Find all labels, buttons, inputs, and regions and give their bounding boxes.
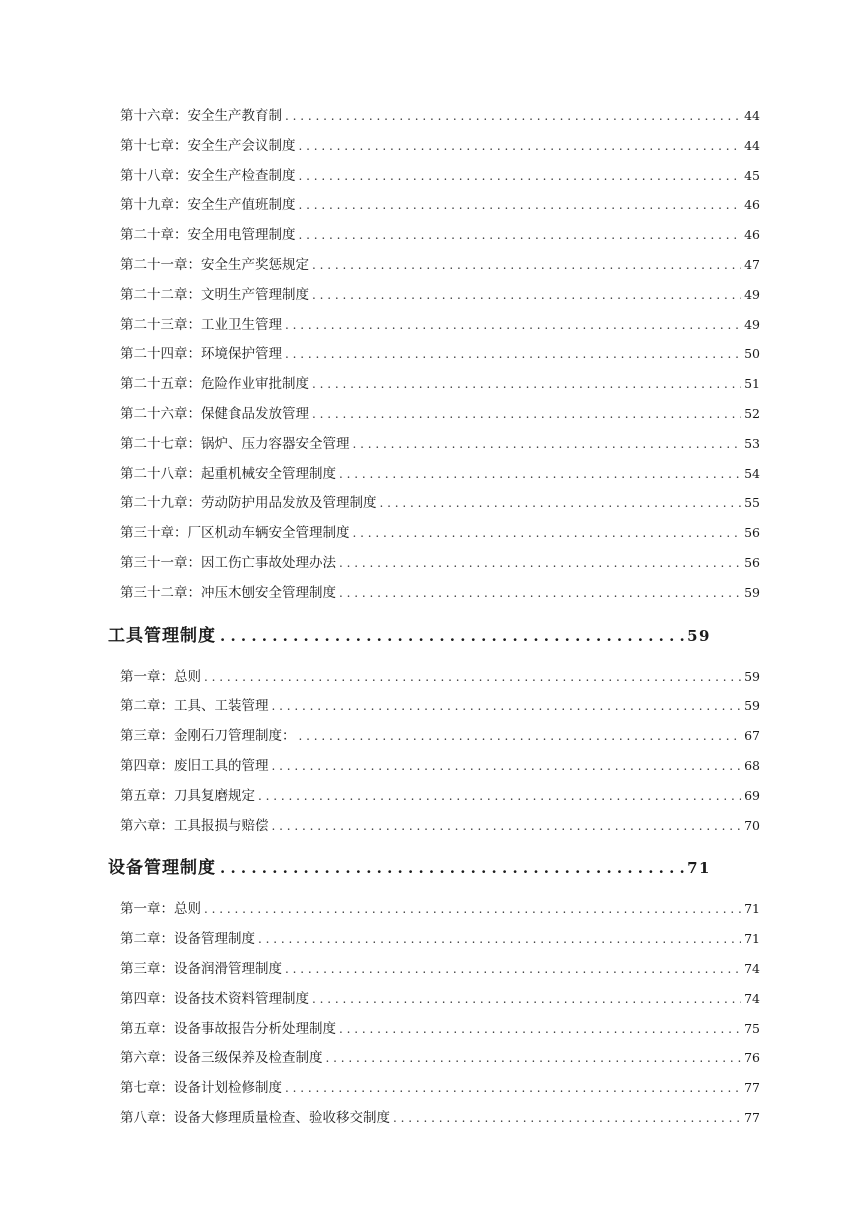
toc-section-heading-equipment[interactable] <box>108 844 711 892</box>
toc-entry[interactable] <box>108 101 760 131</box>
toc-entry-page-number: 55 <box>744 495 760 511</box>
toc-entry-title: 第十七章：安全生产会议制度 <box>120 137 296 154</box>
toc-entry-page-number: 75 <box>744 1020 760 1036</box>
toc-entry[interactable] <box>108 310 760 340</box>
page-number: 59 <box>687 626 711 645</box>
toc-entry-title: 第十八章：安全生产检查制度 <box>120 167 296 184</box>
toc-entry-page-number: 52 <box>744 405 760 421</box>
toc-entry-page-number: 59 <box>744 668 760 684</box>
toc-entry-title: 第六章：设备三级保养及检查制度 <box>120 1050 323 1067</box>
dot-leader <box>258 782 741 812</box>
toc-entry[interactable] <box>108 781 760 811</box>
dot-leader <box>285 311 741 341</box>
dot-leader <box>204 663 741 693</box>
toc-entry-page-number: 50 <box>744 346 760 362</box>
toc-entry-page-number: 59 <box>744 698 760 714</box>
dot-leader <box>299 191 742 221</box>
toc-section-heading-tools[interactable] <box>108 612 711 660</box>
toc-entry-title: 第二十六章：保健食品发放管理 <box>120 405 309 422</box>
toc-entry-title: 第二十三章：工业卫生管理 <box>120 316 282 333</box>
toc-entry[interactable] <box>108 894 760 924</box>
toc-entry[interactable] <box>108 280 760 310</box>
toc-entry-page-number: 54 <box>744 465 760 481</box>
dot-leader <box>380 489 742 519</box>
toc-entry[interactable] <box>108 721 760 751</box>
dot-leader <box>272 692 742 722</box>
dot-leader <box>312 400 741 430</box>
toc-entry[interactable] <box>108 488 760 518</box>
toc-group-safety <box>108 101 760 608</box>
toc-entry-title: 第四章：设备技术资料管理制度 <box>120 990 309 1007</box>
toc-entry-page-number: 67 <box>744 728 760 744</box>
toc-entry-page-number: 56 <box>744 525 760 541</box>
dot-leader <box>299 221 742 251</box>
toc-entry[interactable] <box>108 984 760 1014</box>
toc-entry-page-number: 46 <box>744 227 760 243</box>
dot-leader <box>258 925 741 955</box>
dot-leader <box>272 812 742 842</box>
toc-entry-title: 第七章：设备计划检修制度 <box>120 1080 282 1097</box>
dot-leader <box>339 579 741 609</box>
toc-entry[interactable] <box>108 1073 760 1103</box>
toc-entry[interactable] <box>108 1043 760 1073</box>
toc-entry-title: 第二十四章：环境保护管理 <box>120 346 282 363</box>
toc-entry-page-number: 69 <box>744 787 760 803</box>
toc-entry-title: 第二章：工具、工装管理 <box>120 698 269 715</box>
toc-entry-page-number: 74 <box>744 990 760 1006</box>
toc-entry-page-number: 44 <box>744 108 760 123</box>
toc-entry[interactable] <box>108 578 760 608</box>
toc-entry-page-number: 46 <box>744 197 760 213</box>
toc-entry[interactable] <box>108 1014 760 1044</box>
toc-entry-title: 第二十章：安全用电管理制度 <box>120 227 296 244</box>
toc-entry-page-number: 77 <box>744 1080 760 1096</box>
toc-entry[interactable] <box>108 691 760 721</box>
toc-entry[interactable] <box>108 811 760 841</box>
toc-entry[interactable] <box>108 369 760 399</box>
dot-leader <box>299 722 742 752</box>
dot-leader <box>220 612 685 660</box>
dot-leader <box>339 549 741 579</box>
toc-entry-page-number: 51 <box>744 376 760 392</box>
toc-entry-page-number: 74 <box>744 960 760 976</box>
toc-entry-title: 第二十七章：锅炉、压力容器安全管理 <box>120 435 350 452</box>
dot-leader <box>353 519 742 549</box>
toc-entry-page-number: 77 <box>744 1109 760 1125</box>
toc-entry[interactable] <box>108 190 760 220</box>
toc-entry-page-number: 68 <box>744 757 760 773</box>
toc-entry-title: 第一章：总则 <box>120 901 201 918</box>
toc-entry[interactable] <box>108 131 760 161</box>
dot-leader <box>393 1104 741 1134</box>
dot-leader <box>312 370 741 400</box>
toc-entry-page-number: 56 <box>744 554 760 570</box>
toc-entry-page-number: 70 <box>744 817 760 833</box>
toc-entry[interactable] <box>108 662 760 692</box>
dot-leader <box>339 460 741 490</box>
toc-entry-title: 第三十二章：冲压木刨安全管理制度 <box>120 584 336 601</box>
dot-leader <box>285 102 741 132</box>
toc-entry[interactable] <box>108 459 760 489</box>
toc-group-equipment <box>108 894 760 1132</box>
toc-entry-title: 第五章：刀具复磨规定 <box>120 787 255 804</box>
toc-entry-title: 第三十一章：因工伤亡事故处理办法 <box>120 554 336 571</box>
toc-entry-page-number: 49 <box>744 286 760 302</box>
toc-entry[interactable] <box>108 1103 760 1133</box>
toc-entry[interactable] <box>108 399 760 429</box>
dot-leader <box>285 1074 741 1104</box>
toc-entry-title: 第二十八章：起重机械安全管理制度 <box>120 465 336 482</box>
toc-entry-page-number: 44 <box>744 137 760 153</box>
toc-entry-page-number: 71 <box>744 901 760 917</box>
toc-entry-page-number: 71 <box>744 931 760 947</box>
toc-group-tools <box>108 662 760 841</box>
toc-entry[interactable] <box>108 548 760 578</box>
toc-entry-title: 第八章：设备大修理质量检查、验收移交制度 <box>120 1109 390 1126</box>
toc-entry-title: 第十九章：安全生产值班制度 <box>120 197 296 214</box>
section-title: 设备管理制度 <box>108 858 216 879</box>
toc-entry[interactable] <box>108 250 760 280</box>
toc-entry[interactable] <box>108 518 760 548</box>
dot-leader <box>312 985 741 1015</box>
dot-leader <box>285 340 741 370</box>
toc-entry-title: 第二十五章：危险作业审批制度 <box>120 376 309 393</box>
toc-entry-title: 第一章：总则 <box>120 668 201 685</box>
toc-entry-page-number: 47 <box>744 256 760 272</box>
toc-entry-title: 第二章：设备管理制度 <box>120 931 255 948</box>
toc-entry-title: 第十六章：安全生产教育制 <box>120 108 282 124</box>
toc-entry[interactable] <box>108 954 760 984</box>
dot-leader <box>220 844 685 892</box>
dot-leader <box>326 1044 742 1074</box>
toc-entry-title: 第二十一章：安全生产奖惩规定 <box>120 256 309 273</box>
dot-leader <box>353 430 742 460</box>
toc-entry[interactable] <box>108 924 760 954</box>
toc-entry[interactable] <box>108 161 760 191</box>
toc-entry-title: 第二十九章：劳动防护用品发放及管理制度 <box>120 495 377 512</box>
toc-entry[interactable] <box>108 339 760 369</box>
section-title: 工具管理制度 <box>108 625 216 646</box>
toc-entry-page-number: 53 <box>744 435 760 451</box>
toc-entry-page-number: 45 <box>744 167 760 183</box>
toc-entry-page-number: 49 <box>744 316 760 332</box>
dot-leader <box>285 955 741 985</box>
dot-leader <box>312 281 741 311</box>
toc-entry-title: 第五章：设备事故报告分析处理制度 <box>120 1020 336 1037</box>
dot-leader <box>299 132 742 162</box>
toc-entry-title: 第四章：废旧工具的管理 <box>120 757 269 774</box>
toc-entry-title: 第三章：设备润滑管理制度 <box>120 960 282 977</box>
toc-entry-page-number: 59 <box>744 584 760 600</box>
toc-entry[interactable] <box>108 751 760 781</box>
toc-entry-title: 第六章：工具报损与赔偿 <box>120 817 269 834</box>
toc-entry-title: 第二十二章：文明生产管理制度 <box>120 286 309 303</box>
dot-leader <box>339 1015 741 1045</box>
dot-leader <box>312 251 741 281</box>
page-number: 71 <box>687 859 711 878</box>
dot-leader <box>204 895 741 925</box>
toc-entry-title: 第三章：金刚石刀管理制度： <box>120 728 296 745</box>
table-of-contents <box>108 101 760 1133</box>
toc-entry[interactable] <box>108 220 760 250</box>
toc-entry-page-number: 76 <box>744 1050 760 1066</box>
toc-entry-title: 第三十章：厂区机动车辆安全管理制度 <box>120 525 350 542</box>
toc-entry[interactable] <box>108 429 760 459</box>
dot-leader <box>272 752 742 782</box>
dot-leader <box>299 162 742 192</box>
